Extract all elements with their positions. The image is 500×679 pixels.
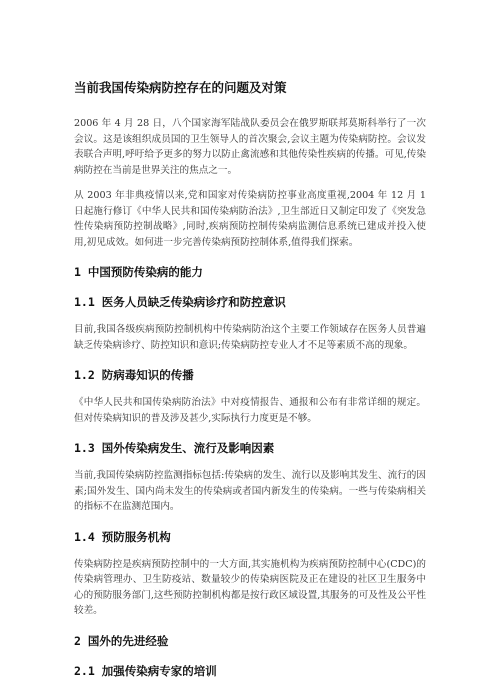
paragraph-1-2: 《中华人民共和国传染病防治法》中对疫情报告、通报和公布有非常详细的规定。但对传染病知识的普及涉及甚少,实际执行力度更是不够。 (74, 397, 426, 424)
subsection-heading-1-4: 1.4 预防服务机构 (74, 529, 171, 544)
subsection-heading-2-1: 2.1 加强传染病专家的培训 (74, 663, 217, 678)
document-title: 当前我国传染病防控存在的问题及对策 (74, 80, 287, 95)
subsection-heading-1-1: 1.1 医务人员缺乏传染病诊疗和防控意识 (74, 295, 286, 309)
section-heading-2: 2 国外的先进经验 (74, 633, 169, 648)
paragraph-1-3: 当前,我国传染病防控监测指标包括:传染病的发生、流行以及影响其发生、流行的因素;国外发生、国内尚未发生的传染病或者国内新发生的传染病。一些与传染病相关的指标不在监测范围内。 (74, 470, 426, 512)
intro-paragraph-2: 从 2003 年非典疫情以来,党和国家对传染病防控事业高度重视,2004 年 12 月 1 日起施行修订《中华人民共和国传染病防治法》,卫生部近日又制定印发了《突发急性传染病预防控制战略》,同时,疾病预防控制传染病监测信息系统已建成并投入使用,初见成效。如何进一步完善传染病预防控制体系,值得我们探索。 (74, 190, 426, 248)
section-heading-1: 1 中国预防传染病的能力 (74, 265, 203, 279)
intro-paragraph-1: 2006 年 4 月 28 日，八个国家海军陆战队委员会在俄罗斯联邦莫斯科举行了一次会议。这是该组织成员国的卫生领导人的首次聚会,会议主题为传染病防控。会议发表联合声明,呼吁给予更多的努力以防止禽流感和其他传染性疾病的传播。可见,传染病防控在当前是世界关注的焦点之一。 (74, 118, 426, 176)
paragraph-1-4: 传染病防控是疾病预防控制中的一大方面,其实施机构为疾病预防控制中心(CDC)的传染病管理办、卫生防疫站、数量较少的传染病医院及正在建设的社区卫生服务中心的预防服务部门,这些预防控制机构都是按行政区域设置,其服务的可及性及公平性较差。 (74, 558, 426, 616)
subsection-heading-1-2: 1.2 防病毒知识的传播 (74, 368, 194, 382)
subsection-heading-1-3: 1.3 国外传染病发生、流行及影响因素 (74, 441, 275, 455)
paragraph-1-1: 目前,我国各级疾病预防控制机构中传染病防治这个主要工作领域存在医务人员普遍缺乏传染病诊疗、防控知识和意识;传染病防控专业人才不足等素质不高的现象。 (74, 324, 426, 351)
